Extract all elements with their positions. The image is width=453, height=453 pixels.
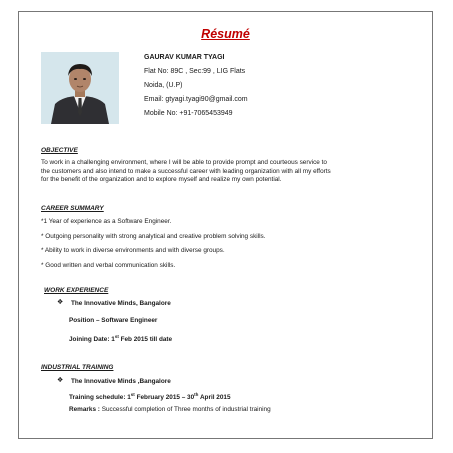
diamond-bullet-icon: ❖: [57, 299, 64, 306]
objective-line: the customers and also intend to make a successful career with leading organization with all my efforts: [41, 167, 331, 175]
objective-line: for the benefit of the organization and to explore myself and realize my own potential.: [41, 176, 282, 184]
schedule-mid: February 2015 – 30: [134, 394, 195, 402]
career-summary-item: *1 Year of experience as a Software Engineer.: [41, 218, 172, 225]
objective-heading: OBJECTIVE: [41, 147, 78, 154]
schedule-prefix: Training schedule: 1: [69, 394, 131, 402]
email-line: Email: gtyagi.tyagi90@gmail.com: [144, 96, 248, 103]
career-summary-item: * Ability to work in diverse environments and with diverse groups.: [41, 247, 225, 254]
schedule-sup-1: st: [130, 392, 135, 397]
profile-photo-art: [41, 52, 119, 124]
training-remarks: [69, 406, 271, 413]
training-schedule: [69, 392, 231, 401]
joining-prefix: Joining Date: 1: [69, 336, 115, 344]
candidate-name: GAURAV KUMAR TYAGI: [144, 54, 225, 61]
address-line-2: Noida, (U.P): [144, 82, 183, 89]
training-company: The Innovative Minds ,Bangalore: [71, 378, 171, 385]
schedule-suffix: April 2015: [198, 394, 231, 402]
resume-page: [18, 11, 433, 439]
remarks-label: Remarks :: [69, 406, 102, 413]
address-line-1: Flat No: 89C , Sec:99 , LIG Flats: [144, 68, 246, 75]
joining-sup: st: [114, 334, 119, 339]
objective-line: To work in a challenging environment, where I will be able to provide prompt and courteous service to: [41, 159, 327, 166]
schedule-sup-2: th: [194, 392, 199, 397]
work-experience-heading: WORK EXPERIENCE: [44, 287, 109, 294]
resume-title: Résumé: [201, 27, 250, 41]
work-company: The Innovative Minds, Bangalore: [71, 300, 171, 307]
mobile-line: Mobile No: +91-7065453949: [144, 110, 233, 117]
remarks-text: Successful completion of Three months of industrial training: [101, 406, 271, 413]
work-position: Position – Software Engineer: [69, 317, 158, 324]
objective-text: [41, 159, 413, 185]
diamond-bullet-icon: ❖: [57, 377, 64, 384]
work-joining-date: [69, 334, 172, 343]
career-summary-heading: CAREER SUMMARY: [41, 205, 104, 212]
contact-block: [144, 51, 248, 121]
joining-suffix: Feb 2015 till date: [118, 336, 173, 344]
industrial-training-heading: INDUSTRIAL TRAINING: [41, 364, 114, 371]
profile-photo: [41, 52, 119, 124]
career-summary-item: * Good written and verbal communication skills.: [41, 262, 176, 269]
career-summary-item: * Outgoing personality with strong analytical and creative problem solving skills.: [41, 233, 266, 240]
